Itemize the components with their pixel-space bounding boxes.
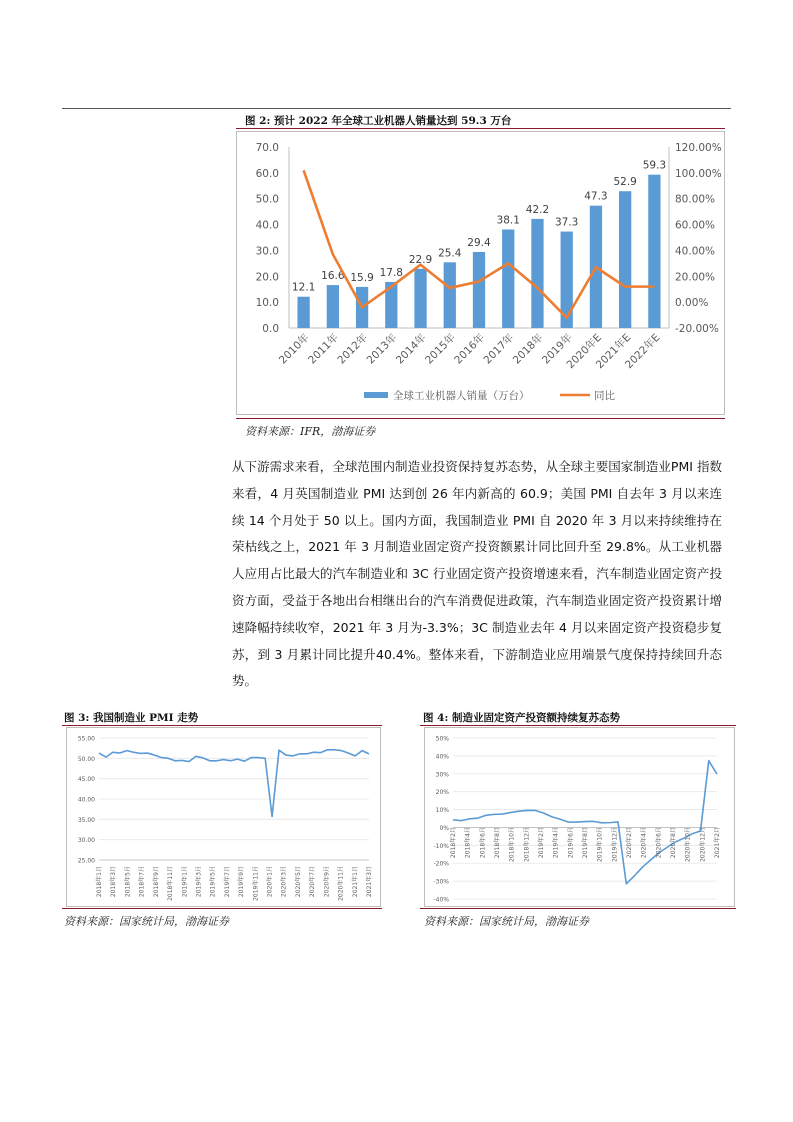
right-tick-label: 80.00%: [675, 193, 716, 206]
x-tick-label: 2018年12月: [523, 827, 531, 862]
legend-bar-swatch: [364, 392, 388, 398]
bar-data-label: 25.4: [438, 247, 462, 260]
x-tick-label: 2019年4月: [552, 827, 560, 859]
x-tick-label: 2020年3月: [280, 866, 288, 898]
x-tick-label: 2018年8月: [494, 827, 501, 859]
x-tick-label: 2020年12月: [699, 827, 707, 862]
right-tick-label: 20.00%: [675, 271, 716, 284]
figure-2-chart-frame: [236, 131, 725, 415]
x-tick-label: 2018年: [510, 331, 546, 367]
page-top-rule: [62, 108, 731, 109]
figure-3-source: 资料来源：国家统计局，渤海证券: [64, 915, 229, 928]
x-tick-label: 2019年11月: [252, 866, 260, 901]
x-tick-label: 2018年2月: [450, 827, 457, 859]
bar: [473, 252, 485, 328]
left-tick-label: 50.0: [255, 193, 279, 206]
y-tick-label: 40%: [435, 753, 449, 761]
x-tick-label: 2020年2月: [626, 827, 633, 859]
x-tick-label: 2018年1月: [96, 866, 103, 898]
right-tick-label: 100.00%: [675, 167, 722, 180]
x-tick-label: 2020年4月: [640, 827, 648, 859]
series-line: [99, 750, 369, 817]
y-tick-label: 0%: [439, 824, 449, 832]
y-tick-label: 55.00: [77, 735, 95, 743]
left-tick-label: 60.0: [255, 167, 279, 180]
x-tick-label: 2019年2月: [538, 827, 545, 859]
bar: [502, 229, 514, 328]
right-tick-label: 60.00%: [675, 219, 716, 232]
x-tick-label: 2021年1月: [351, 866, 359, 898]
x-tick-label: 2020年9月: [323, 866, 331, 898]
x-tick-label: 2017年: [481, 331, 517, 367]
x-tick-label: 2019年: [539, 331, 575, 367]
x-tick-label: 2010年: [276, 331, 312, 367]
x-tick-label: 2020年1月: [266, 866, 274, 898]
x-tick-label: 2020年5月: [294, 866, 302, 898]
bar-data-label: 29.4: [467, 236, 491, 249]
bar-data-label: 42.2: [525, 203, 550, 216]
figure-3-chart-frame: [66, 727, 381, 907]
x-tick-label: 2020年10月: [684, 827, 692, 862]
y-tick-label: 20%: [435, 789, 449, 797]
figure-4-chart-frame: [424, 727, 735, 907]
x-tick-label: 2021年3月: [366, 866, 373, 898]
bar-data-label: 37.3: [554, 216, 579, 229]
figure-4-chart: [425, 728, 734, 906]
body-paragraph: 从下游需求来看，全球范围内制造业投资保持复苏态势，从全球主要国家制造业PMI 指数来看，4 月英国制造业 PMI 达到创 26 年内新高的 60.9；美国 PMI 自去年 3 月以来连续 14 个月处于 50 以上。国内方面，我国制造业 PMI 自 2020 年 3 月以来持续维持在荣枯线之上，2021 年 3 月制造业固定资产投资额累计同比回升至 29.8%。从工业机器人应用占比最大的汽车制造业和 3C 行业固定资产投资增速来看，汽车制造业固定资产投资方面，受益于各地出台相继出台的汽车消费促进政策，汽车制造业固定资产投资累计增速降幅持续收窄，2021 年 3 月为-3.3%；3C 制造业去年 4 月以来固定资产投资稳步复苏，到 3 月累计同比提升40.4%。整体来看，下游制造业应用端景气度保持持续回升态势。: [232, 459, 722, 689]
bar-data-label: 17.8: [379, 266, 404, 279]
y-tick-label: 45.00: [77, 776, 95, 784]
x-tick-label: 2011年: [306, 331, 341, 367]
x-tick-label: 2018年11月: [167, 866, 175, 901]
figure-4-source: 资料来源：国家统计局，渤海证券: [424, 915, 589, 928]
bar-data-label: 52.9: [613, 176, 637, 189]
x-tick-label: 2019年3月: [195, 866, 203, 898]
x-tick-label: 2022年E: [623, 331, 663, 372]
right-tick-label: -20.00%: [675, 323, 719, 335]
bar-data-label: 59.3: [642, 159, 667, 172]
y-tick-label: 10%: [435, 807, 449, 815]
x-tick-label: 2018年5月: [124, 866, 132, 898]
left-tick-label: 70.0: [255, 142, 279, 154]
y-tick-label: -40%: [433, 896, 449, 904]
x-tick-label: 2018年7月: [138, 866, 146, 898]
figure-3-bottom-rule: [62, 908, 382, 909]
x-tick-label: 2015年: [423, 331, 458, 367]
figure-4-title: 图 4: 制造业固定资产投资额持续复苏态势: [423, 712, 620, 724]
x-tick-label: 2018年9月: [152, 866, 160, 898]
bar: [327, 285, 339, 328]
bar-data-label: 38.1: [496, 214, 520, 227]
x-tick-label: 2020年11月: [337, 866, 345, 901]
bar: [648, 175, 660, 328]
figure-4-top-rule: [420, 725, 736, 726]
figure-2-bottom-rule: [236, 418, 725, 419]
y-tick-label: -10%: [433, 842, 449, 850]
x-tick-label: 2012年: [335, 331, 371, 367]
left-tick-label: 20.0: [255, 271, 279, 284]
y-tick-label: 30%: [435, 771, 449, 779]
figure-3-top-rule: [62, 725, 382, 726]
x-tick-label: 2019年10月: [596, 827, 604, 862]
left-tick-label: 40.0: [255, 219, 279, 232]
y-tick-label: 50%: [435, 735, 449, 743]
figure-2-chart: [237, 132, 724, 414]
y-tick-label: -30%: [433, 878, 449, 886]
legend-line-label: 同比: [594, 390, 615, 402]
x-tick-label: 2013年: [364, 331, 400, 367]
x-tick-label: 2019年8月: [582, 827, 589, 859]
bar: [297, 297, 309, 328]
x-tick-label: 2014年: [393, 331, 429, 367]
x-tick-label: 2019年12月: [611, 827, 619, 862]
figure-3-chart: [67, 728, 380, 906]
y-tick-label: 40.00: [77, 796, 95, 804]
bar: [619, 191, 631, 328]
left-tick-label: 30.0: [255, 245, 279, 258]
x-tick-label: 2019年7月: [223, 866, 231, 898]
x-tick-label: 2019年5月: [209, 866, 217, 898]
legend-bar-label: 全球工业机器人销量（万台）: [393, 390, 530, 402]
y-tick-label: 25.00: [77, 857, 95, 865]
bar: [414, 269, 426, 328]
x-tick-label: 2018年4月: [464, 827, 472, 859]
figure-3-title: 图 3: 我国制造业 PMI 走势: [64, 712, 199, 724]
y-tick-label: 30.00: [77, 837, 95, 845]
x-tick-label: 2019年1月: [181, 866, 189, 898]
right-tick-label: 120.00%: [675, 142, 722, 154]
right-tick-label: 0.00%: [675, 297, 709, 310]
bar-data-label: 22.9: [408, 253, 433, 266]
bar-data-label: 47.3: [584, 190, 608, 203]
x-tick-label: 2018年3月: [110, 866, 118, 898]
figure-2-source: 资料来源：IFR，渤海证券: [245, 425, 376, 438]
y-tick-label: 35.00: [77, 816, 95, 824]
y-tick-label: -20%: [433, 860, 449, 868]
x-tick-label: 2019年6月: [567, 827, 575, 859]
bar: [531, 219, 543, 328]
x-tick-label: 2020年7月: [309, 866, 317, 898]
bar: [444, 262, 456, 328]
x-tick-label: 2019年9月: [238, 866, 246, 898]
figure-2-title: 图 2: 预计 2022 年全球工业机器人销量达到 59.3 万台: [245, 115, 512, 127]
bar-data-label: 16.6: [321, 270, 345, 283]
x-tick-label: 2021年E: [593, 331, 634, 372]
left-tick-label: 0.0: [262, 323, 279, 335]
x-tick-label: 2016年: [452, 331, 488, 367]
x-tick-label: 2020年6月: [655, 827, 663, 859]
y-tick-label: 50.00: [77, 755, 95, 763]
left-tick-label: 10.0: [255, 297, 279, 310]
bar-data-label: 12.1: [291, 281, 316, 294]
bar-data-label: 15.9: [350, 271, 374, 284]
x-tick-label: 2021年2月: [714, 827, 721, 859]
figure-2-top-rule: [236, 128, 725, 129]
figure-4-bottom-rule: [420, 908, 736, 909]
x-tick-label: 2020年8月: [670, 827, 677, 859]
x-tick-label: 2020年E: [564, 331, 605, 372]
x-tick-label: 2018年6月: [479, 827, 487, 859]
right-tick-label: 40.00%: [675, 245, 716, 258]
x-tick-label: 2018年10月: [508, 827, 516, 862]
series-line: [453, 761, 717, 884]
